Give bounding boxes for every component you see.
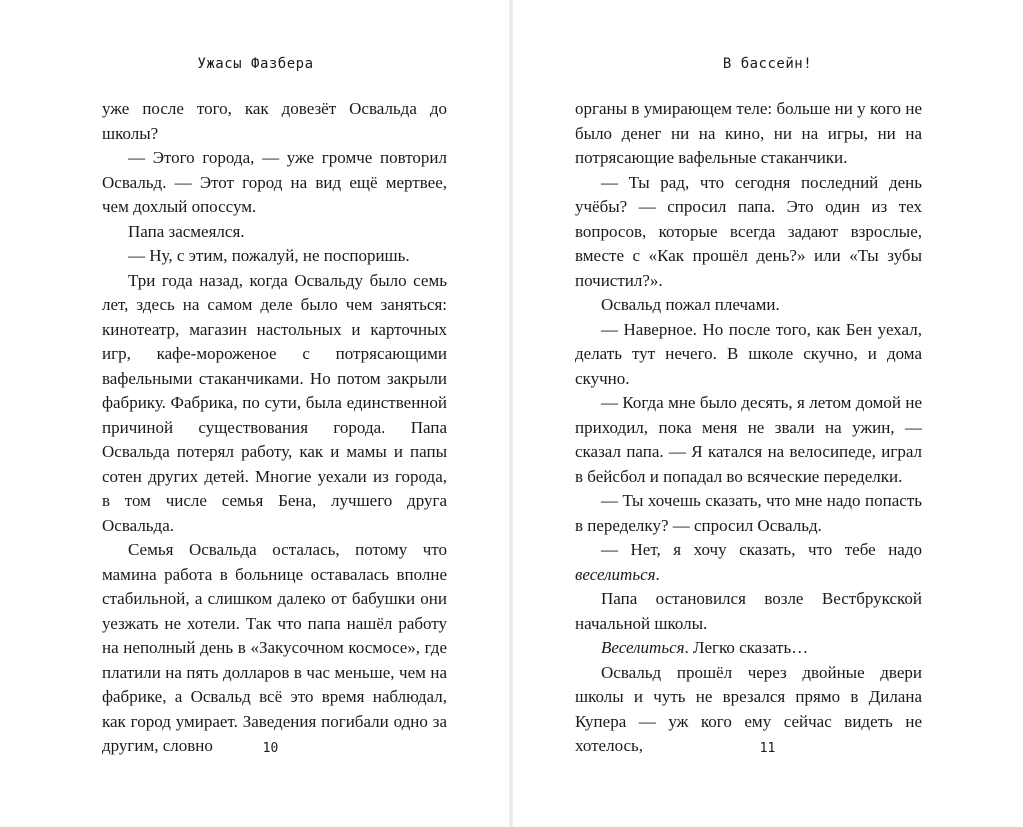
- paragraph: — Ну, с этим, пожалуй, не поспоришь.: [128, 246, 410, 265]
- paragraph: — Этого города, — уже громче повторил Освальд. — Этот город на вид ещё мертвее, чем дохлый опоссум.: [102, 148, 447, 216]
- left-page-text: [102, 97, 447, 759]
- right-page-text: [575, 97, 922, 759]
- running-header-right: В бассейн!: [722, 56, 813, 72]
- left-page: [0, 0, 511, 827]
- paragraph: — Наверное. Но после того, как Бен уехал, делать тут нечего. В школе скучно, и дома скучно.: [575, 319, 922, 388]
- paragraph: Папа остановился возле Вестбрукской начальной школы.: [575, 589, 922, 633]
- paragraph: — Ты рад, что сегодня последний день учёбы? — спросил папа. Это один из тех вопросов, которые всегда задают взрослые, вместе с «Как прошёл день?» или «Ты зубы почистил?».: [575, 172, 922, 290]
- paragraph-text: . Легко сказать…: [684, 638, 809, 657]
- paragraph: уже после того, как довезёт Освальда до школы?: [102, 99, 447, 143]
- right-page: [512, 0, 1023, 827]
- paragraph: — Когда мне было десять, я летом домой не приходил, пока меня не звали на ужин, — сказал папа. — Я катался на велосипеде, играл в бейсбол и попадал во всяческие переделки.: [575, 393, 922, 486]
- paragraph: [575, 636, 922, 661]
- page-number-left: 10: [262, 741, 279, 756]
- paragraph: Освальд пожал плечами.: [601, 295, 780, 314]
- paragraph: Папа засмеялся.: [128, 221, 245, 241]
- page-number-right: 11: [759, 741, 776, 756]
- paragraph: органы в умирающем теле: больше ни у кого не было денег ни на кино, ни на игры, ни на потрясающие вафельные стаканчики.: [575, 99, 922, 167]
- paragraph: Три года назад, когда Освальду было семь лет, здесь на самом деле было чем заняться: кинотеатр, магазин настольных и карточных игр, кафе-мороженое с потрясающими вафельными стаканчиками. Но потом закрыли фабрику. Фабрика, по сути, была единственной причиной существования города. Папа Освальда потерял работу, как и мамы и папы сотен других детей. Многие уехали из города, в том числе семья Бена, лучшего друга Освальда.: [102, 270, 447, 535]
- paragraph: Освальд прошёл через двойные двери школы и чуть не врезался прямо в Дилана Купера — уж кого ему сейчас видеть не хотелось,: [575, 662, 922, 755]
- paragraph: — Ты хочешь сказать, что мне надо попасть в переделку? — спросил Освальд.: [575, 491, 922, 535]
- paragraph-text: .: [655, 564, 660, 584]
- running-header-left: Ужасы Фазбера: [197, 56, 314, 72]
- paragraph-text: — Нет, я хочу сказать, что тебе надо: [601, 540, 922, 559]
- italic-text: Веселиться: [601, 638, 685, 657]
- paragraph: Семья Освальда осталась, потому что мамина работа в больнице оставалась вполне стабильной, а слишком далеко от бабушки они уезжать не хотели. Так что папа нашёл работу на неполный день в «Закусочном космосе», где платили на пять долларов в час меньше, чем на фабрике, а Освальд всё это время наблюдал, как город умирает. Заведения погибали одно за другим, словно: [102, 540, 447, 755]
- paragraph: [575, 538, 922, 587]
- italic-text: веселиться: [575, 564, 656, 584]
